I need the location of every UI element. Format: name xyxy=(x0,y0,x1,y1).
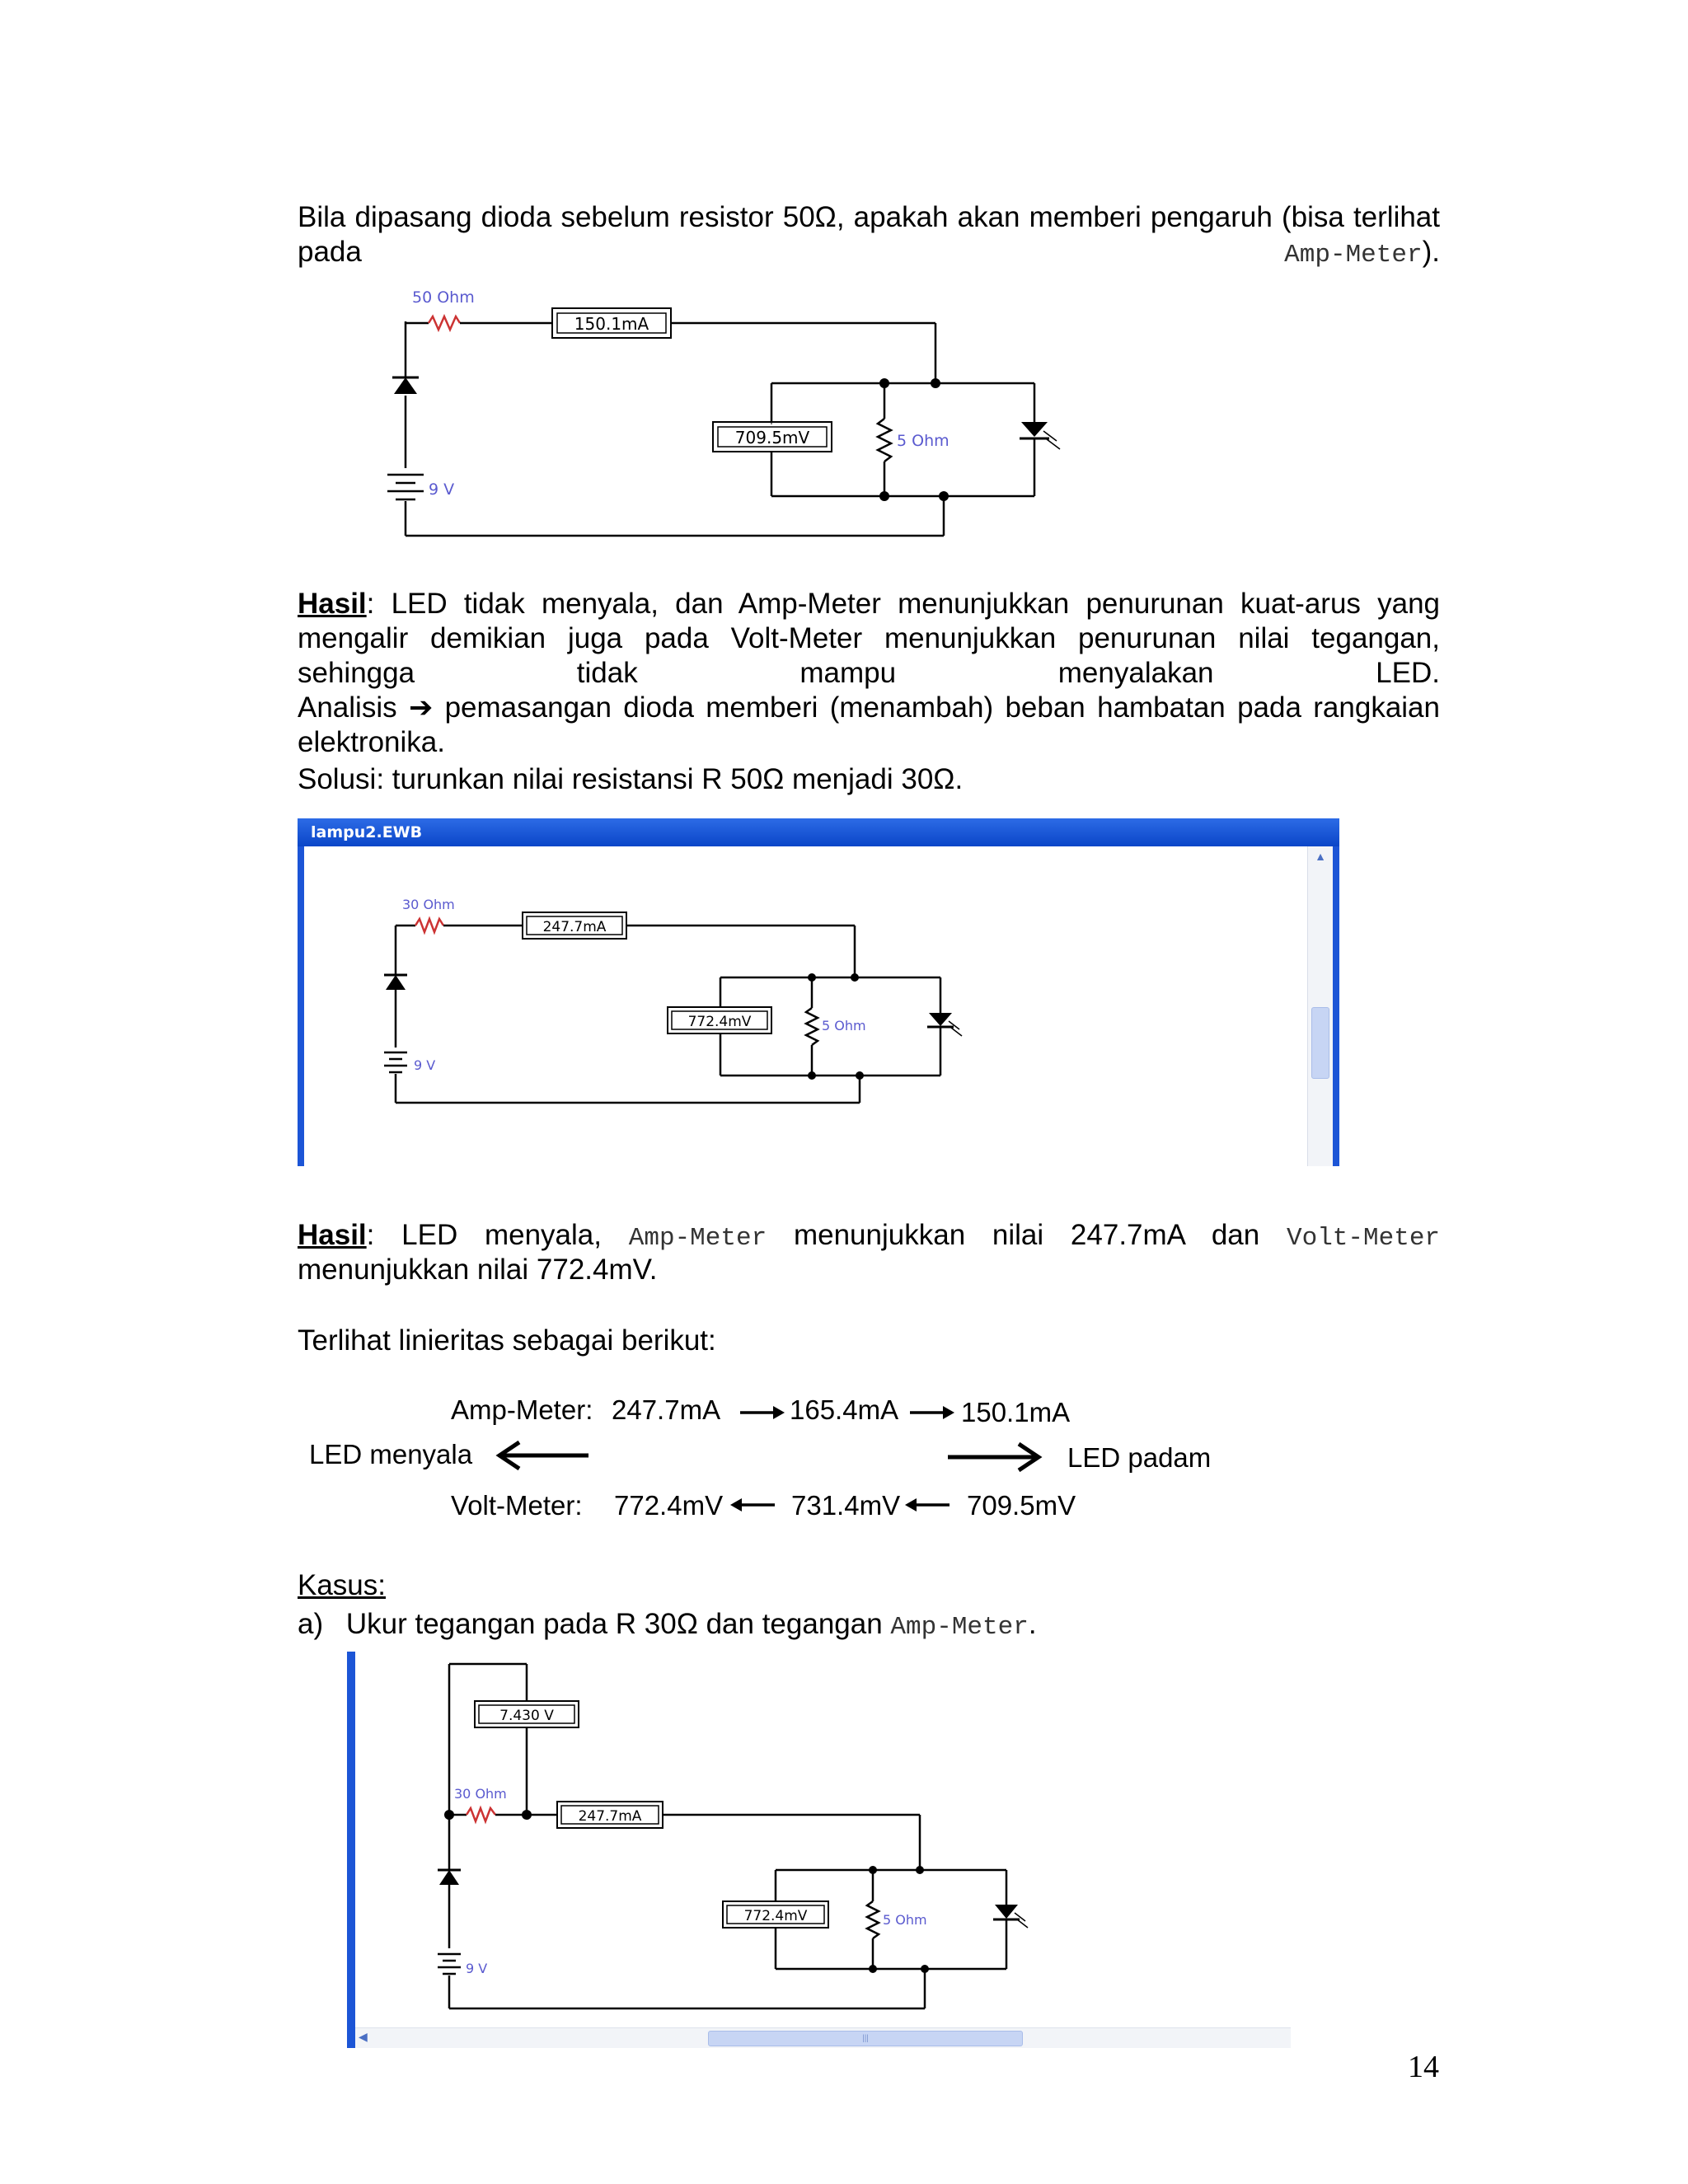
horizontal-scrollbar[interactable] xyxy=(355,2027,1291,2048)
window-title: lampu2.EWB xyxy=(311,823,423,841)
resistor-label: 30 Ohm xyxy=(402,897,455,912)
result-paragraph-2: Hasil: LED menyala, Amp-Meter menunjukkan nilai 247.7mA dan Volt-Meter xyxy=(298,1219,1441,1253)
result-label: Hasil xyxy=(298,1219,367,1251)
battery-label: 9 V xyxy=(429,480,455,499)
battery-label: 9 V xyxy=(466,1961,488,1976)
scroll-thumb[interactable] xyxy=(708,2031,1023,2046)
amp-value: 247.7mA xyxy=(612,1394,721,1425)
voltmeter-reading: 709.5mV xyxy=(734,428,810,448)
voltmeter-reading: 772.4mV xyxy=(687,1014,752,1030)
volt-value: 731.4mV xyxy=(791,1490,901,1521)
volt-value: 709.5mV xyxy=(967,1490,1076,1521)
resistor-label: 30 Ohm xyxy=(454,1786,507,1802)
list-marker: a) xyxy=(298,1608,324,1640)
ammeter-reading: 247.7mA xyxy=(578,1808,642,1825)
led-on-label: LED menyala xyxy=(309,1439,473,1469)
amp-value: 150.1mA xyxy=(961,1397,1071,1427)
scroll-left-icon[interactable]: ◀ xyxy=(359,2030,368,2043)
resistor-label: 50 Ohm xyxy=(412,288,475,307)
result-paragraph-1: Hasil: LED tidak menyala, dan Amp-Meter menunjukkan penurunan kuat-arus yang mengalir demikian juga pada Volt-Meter menunjukkan penurunan nilai tegangan, sehingga tidak mampu menyalakan LED. xyxy=(298,588,1440,689)
result-paragraph-2-line2: menunjukkan nilai 772.4mV. xyxy=(298,1254,658,1286)
inline-code: Amp-Meter xyxy=(628,1224,767,1253)
inline-code: Amp-Meter xyxy=(1284,241,1423,269)
volt-meter-label: Volt-Meter: xyxy=(451,1490,583,1521)
amp-meter-label: Amp-Meter: xyxy=(451,1394,593,1425)
load-resistor-label: 5 Ohm xyxy=(897,432,950,450)
result-label: Hasil xyxy=(298,588,367,620)
ammeter-reading: 150.1mA xyxy=(574,314,649,334)
ammeter-reading: 247.7mA xyxy=(542,919,607,935)
amp-value: 165.4mA xyxy=(790,1394,899,1425)
arrow-right-icon: ➔ xyxy=(408,691,434,724)
voltmeter-reading: 772.4mV xyxy=(743,1908,808,1924)
page-number: 14 xyxy=(1408,2050,1439,2084)
scroll-up-icon[interactable]: ▲ xyxy=(1315,850,1326,863)
solution-line: Solusi: turunkan nilai resistansi R 50Ω menjadi 30Ω. xyxy=(298,763,964,795)
intro-paragraph: Bila dipasang dioda sebelum resistor 50Ω, apakah akan memberi pengaruh (bisa terlihat pada Amp-Meter). xyxy=(298,201,1440,269)
case-heading: Kasus: xyxy=(298,1569,386,1601)
led-off-label: LED padam xyxy=(1067,1442,1212,1473)
inline-code: Amp-Meter xyxy=(890,1613,1029,1642)
inline-code: Volt-Meter xyxy=(1287,1224,1441,1253)
simulator-window-2 xyxy=(347,1652,1291,2048)
grip-icon: ||| xyxy=(862,2034,869,2043)
top-voltmeter-reading: 7.430 V xyxy=(499,1708,554,1724)
volt-value: 772.4mV xyxy=(614,1490,724,1521)
battery-label: 9 V xyxy=(414,1057,436,1073)
linearity-heading: Terlihat linieritas sebagai berikut: xyxy=(298,1324,716,1357)
circuit-diagram-3 xyxy=(421,1664,1048,2018)
case-item-a: a) Ukur tegangan pada R 30Ω dan tegangan Amp-Meter. xyxy=(298,1608,1037,1642)
load-resistor-label: 5 Ohm xyxy=(883,1912,927,1928)
analysis-paragraph: Analisis ➔ pemasangan dioda memberi (menambah) beban hambatan pada rangkaian elektronika. xyxy=(298,691,1440,758)
load-resistor-label: 5 Ohm xyxy=(822,1018,866,1033)
